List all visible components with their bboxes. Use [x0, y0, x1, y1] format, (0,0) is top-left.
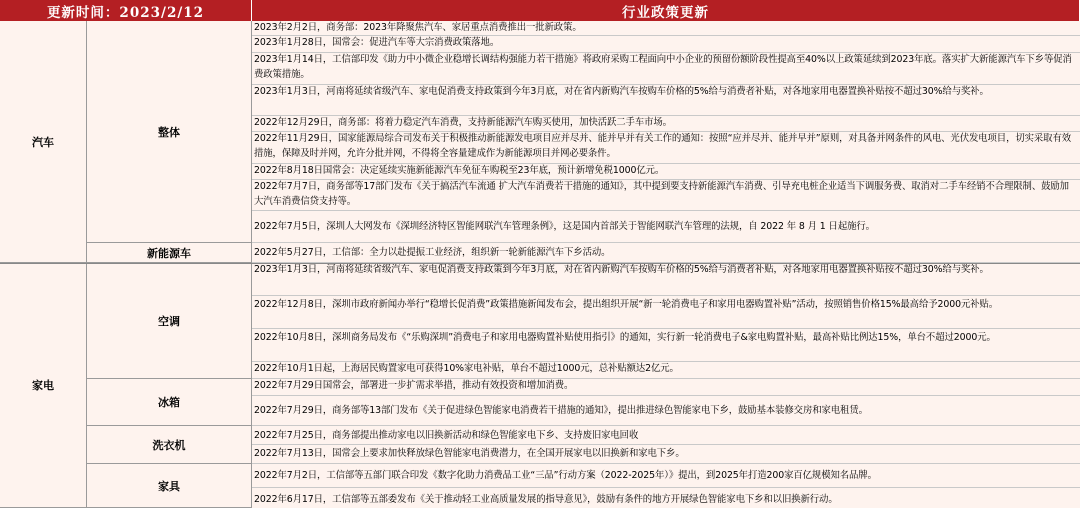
category-appliance: 家电 — [0, 263, 87, 508]
policy-item: 2022年10月1日起，上海居民购置家电可获得10%家电补贴，单台不超过1000元，总补贴额达2亿元。 — [252, 362, 1080, 379]
policy-item: 2022年12月8日，深圳市政府新闻办举行“稳增长促消费”政策措施新闻发布会，提出组织开展“新一轮消费电子和家用电器购置补贴”活动，按照销售价格15%最高给予2000元补贴。 — [252, 296, 1080, 329]
policy-item: 2022年7月5日，深圳人大网发布《深圳经济特区智能网联汽车管理条例》，这是国内首部关于智能网联汽车管理的法规，自 2022 年 8 月 1 日起施行。 — [252, 211, 1080, 243]
policy-item: 2023年1月28日，国常会：促进汽车等大宗消费政策落地。 — [252, 36, 1080, 53]
section-divider — [0, 263, 1080, 264]
policy-item: 2022年7月2日，工信部等五部门联合印发《数字化助力消费品工业“三品”行动方案（2022-2025年）》提出，到2025年打造200家百亿规模知名品牌。 — [252, 464, 1080, 488]
category-auto: 汽车 — [0, 21, 87, 263]
subcategory-fridge: 冰箱 — [87, 379, 252, 426]
subcategory-whole: 整体 — [87, 21, 252, 243]
policy-item: 2022年12月29日，商务部：将着力稳定汽车消费，支持新能源汽车购买使用，加快活跃二手车市场。 — [252, 116, 1080, 132]
subcategory-nev: 新能源车 — [87, 243, 252, 263]
policy-item: 2023年2月2日，商务部：2023年降聚焦汽车、家居重点消费推出一批新政策。 — [252, 21, 1080, 36]
policy-item: 2022年7月25日，商务部提出推动家电以旧换新活动和绿色智能家电下乡、支持废旧家电回收 — [252, 426, 1080, 445]
policy-item: 2022年7月13日，国常会上要求加快释放绿色智能家电消费潜力，在全国开展家电以旧换新和家电下乡。 — [252, 445, 1080, 464]
policy-item: 2023年1月3日，河南将延续省级汽车、家电促消费支持政策到今年3月底，对在省内新购汽车按购车价格的5%给与消费者补贴，对各地家用电器置换补贴按不超过30%给与奖补。 — [252, 263, 1080, 296]
subcategory-ac: 空调 — [87, 263, 252, 379]
policy-item: 2022年7月7日，商务部等17部门发布《关于搞活汽车流通 扩大汽车消费若干措施的通知》，其中提到要支持新能源汽车消费、引导充电桩企业适当下调服务费、取消对二手车经销不合理限制、鼓励加大汽车消费信贷支持等。 — [252, 180, 1080, 211]
policy-item: 2022年6月17日，工信部等五部委发布《关于推动轻工业高质量发展的指导意见》，鼓励有条件的地方开展绿色智能家电下乡和以旧换新行动。 — [254, 494, 838, 505]
policy-item: 2022年11月29日，国家能源局综合司发布关于积极推动新能源发电项目应并尽并、能并早并有关工作的通知：按照“应并尽并、能并早并”原则，对具备并网条件的风电、光伏发电项目，切实采取有效措施，保障及时并网，允许分批并网，不得将全容量建成作为新能源项目并网必要条件。 — [252, 132, 1080, 164]
policy-title-header: 行业政策更新 — [252, 0, 1080, 21]
subcategory-furniture: 家具 — [87, 464, 252, 508]
update-date-header: 更新时间：2023/2/12 — [0, 0, 252, 21]
policy-item: 2022年7月29日，商务部等13部门发布《关于促进绿色智能家电消费若干措施的通知》，提出推进绿色智能家电下乡，鼓励基本装修交房和家电租赁。 — [252, 396, 1080, 426]
policy-item: 2022年10月8日，深圳商务局发布《“乐购深圳”消费电子和家用电器购置补贴使用指引》的通知，实行新一轮消费电子&家电购置补贴，最高补贴比例达15%，单台不超过2000元。 — [252, 329, 1080, 362]
subcategory-washer: 洗衣机 — [87, 426, 252, 464]
policy-item: 2022年5月27日，工信部：全力以赴提振工业经济，组织新一轮新能源汽车下乡活动。 — [252, 243, 1080, 263]
policy-item: 2023年1月3日，河南将延续省级汽车、家电促消费支持政策到今年3月底，对在省内新购汽车按购车价格的5%给与消费者补贴，对各地家用电器置换补贴按不超过30%给与奖补。 — [252, 85, 1080, 116]
policy-item: 2022年7月29日国常会，部署进一步扩需求举措，推动有效投资和增加消费。 — [252, 379, 1080, 396]
policy-item: 2022年8月18日国常会：决定延续实施新能源汽车免征车购税至23年底，预计新增免税1000亿元。 — [252, 164, 1080, 180]
policy-item: 2023年1月14日，工信部印发《助力中小微企业稳增长调结构强能力若干措施》将政府采购工程面向中小企业的预留份额阶段性提高至40%以上政策延续到2023年底。落实扩大新能源汽车下乡等促消费政策措施。 — [252, 53, 1080, 85]
